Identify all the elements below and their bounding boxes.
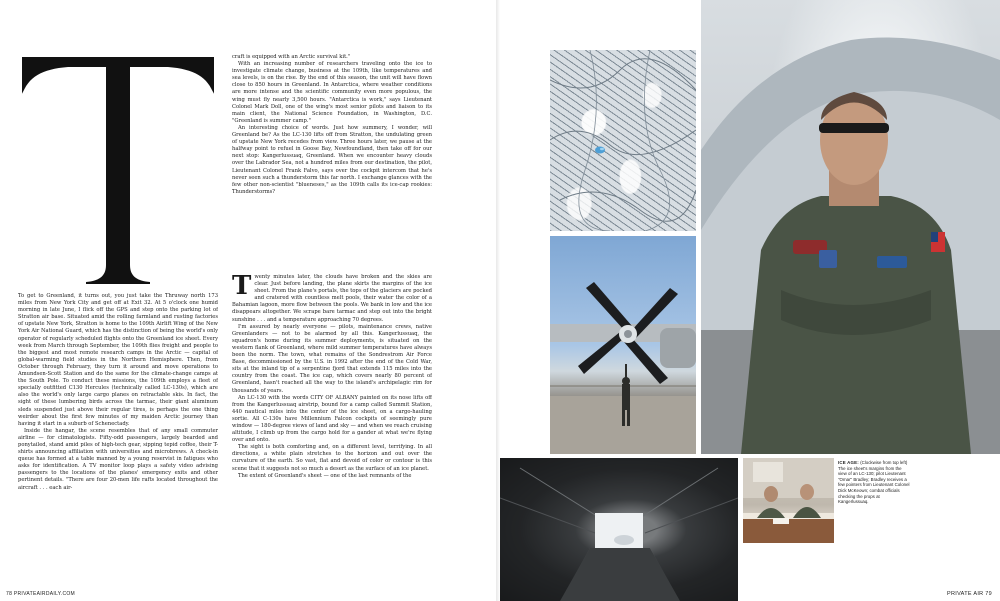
right-folio: PRIVATE AIR 79 <box>947 591 992 597</box>
body-column-1 <box>18 293 218 583</box>
paragraph: An interesting choice of words. Just how summery, I wonder, will Greenland be? As the LC-130 lifts off from Stratton, the undulating green of upstate New York recedes from view. Three hours later, we pause at the halfway point to refuel in Goose Bay, Newfoundland, then take off for our next stop: Kangerlussuaq, Greenland. When we encounter heavy clouds over the Labrador Sea, not a hundred miles from our destination, the pilot, Lieutenant Colonel Frank Falvo, says over the cockpit intercom that he's never seen such a thunderstorm this far north. I exchange glances with the few other non-scientist "blueneses," as the 109th calls its ice-cap rookies: Thunderstorms? <box>232 124 432 195</box>
paragraph: The extent of Greenland's sheet — one of the last remnants of the <box>238 472 412 479</box>
paragraph: I'm assured by nearly everyone — pilots, maintenance crews, native Greenlanders — not to be alarmed by all this. Kangerlussuaq, the squadron's home during its summer deployments, is situated on the western flank of Greenland, where mild summer temperatures have always been the norm. The town, what remains of the Sondrestrom Air Force Base, decommissioned by the U.S. in 1992 after the end of the Cold War, sits at the inland tip of a serpentine fjord that extends 115 miles into the country from the coast. The ice cap, which covers nearly 80 percent of Greenland, hasn't reached all the way to the island's archipelagic rim for thousands of years. <box>232 323 432 394</box>
paragraph: With an increasing number of researchers traveling onto the ice to investigate climate change, business at the 109th, like temperatures and sea levels, is on the rise. By the end of this season, the unit will have flown close to 850 hours in Greenland. In Antarctica, where weather conditions are more intense and the scientific community even more populous, the wing must fly nearly 3,500 hours. "Antarctica is work," says Lieutenant Colonel Mark Doll, one of the wing's most senior pilots and liaison to its main client, the National Science Foundation, in Washington, D.C. "Greenland is summer camp." <box>232 61 432 124</box>
paragraph: craft is equipped with an Arctic survival kit." <box>232 54 351 60</box>
body-column-2-continued <box>232 274 432 582</box>
caption-body: (Clockwise from top left) The ice sheet's margins from the view of an LC-130; pilot Lieutenant "Omar" Bradley; Bradley receives a few pointers from Lieutenant Colonel Dick McKeown; combat officials checking the props at Kangerlussuaq. <box>838 460 910 505</box>
paragraph: Inside the hangar, the scene resembles that of any small commuter airline — for climatologists. Fifty-odd passengers, largely bearded and ponytailed, stand amid piles of high-tech gear, sipping tepid coffee, their T-shirts announcing affiliation with universities and microbrews. A check-in queue has formed at a table manned by a young reservist in fatigues who asks for identification. A TV monitor loop plays a safety video advising passengers to the locations of the planes' emergency exits and other pertinent details. "There are four 20-men life rafts located throughout the aircraft . . . each air- <box>18 427 218 491</box>
pilot-portrait-photo <box>701 0 1000 454</box>
left-folio: 78 PRIVATEAIRDAILY.COM <box>6 591 76 597</box>
right-page <box>500 0 1000 601</box>
drop-cap-t <box>18 55 218 285</box>
photo-caption <box>838 460 910 505</box>
left-page <box>0 0 496 601</box>
paragraph: To get to Greenland, it turns out, you just take the Thruway north 173 miles from New York City and get off at Exit 32. At 5 o'clock one humid morning in late June, I flick off the GPS and step onto the parking lot of Stratton air base. Situated amid the rolling farmland and rusting factories of upstate New York, Stratton is home to the 109th Airlift Wing of the New York Air National Guard, which has the distinction of being the world's only operator of regularly scheduled flights onto the Greenland ice sheet. Every week from March through September, the 109th flies freight and people to the biggest and most remote research camps in the Arctic — capital of global-warming field studies in the Northern Hemisphere. Then, from October through February, they turn it around and move operations to Amundsen-Scott Station and do the same for the climate-change camps at the South Pole. To conduct these missions, the 109th employs a fleet of specially outfitted C130 Hercules (technically called LC-130s), which are also the world's only large cargo planes on retractable skis. In fact, the sight of these lumbering birds across the tarmac, their giant aluminum sleds suspended just above their regular tires, is perhaps the one thing weirder about the first few minutes of my maiden Arctic journey than having it start in a suburb of Schenectady. <box>18 293 218 427</box>
aerial-ice-photo <box>550 50 696 231</box>
paragraph: The sight is both comforting and, on a different level, terrifying. In all directions, a white plain stretches to the horizon and out over the curvature of the earth. So vast, flat and devoid of color or contour is this scene that it suggests not so much a desert as the surface of an ice planet. <box>232 444 432 472</box>
caption-title: ICE AGE: <box>838 460 859 465</box>
paragraph-text: wenty minutes later, the clouds have broken and the skies are clear. Just before landing, the plane skirts the margins of the ice sheet. From the plane's portals, the tops of the glaciers are pocked and cratered with countless melt pools, their water the color of a Bahamian lagoon, more flow between the pools. We bank in low and the ice disappears altogether. We scrape bare tarmac and step out into the bright sunshine . . . and a temperature approaching 70 degrees. <box>232 274 432 323</box>
paragraph <box>232 274 432 324</box>
propeller-photo <box>550 236 696 454</box>
small-drop-cap: T <box>232 274 252 301</box>
cargo-hold-photo <box>500 458 738 601</box>
paragraph: An LC-130 with the words CITY OF ALBANY painted on its nose lifts off from the Kangerlussuaq airstrip, bound for a camp called Summit Station, 440 nautical miles into the center of the ice sheet, on a cargo-hauling sortie. All C-130s have Millennium Falcon cockpits of seemingly pure window — 180-degree views of land and sky — and when we reach cruising altitude, I climb up from the cargo hold for a gander at what we're flying over and onto. <box>232 394 432 444</box>
body-column-2 <box>232 54 432 272</box>
crew-meeting-photo <box>743 458 834 543</box>
